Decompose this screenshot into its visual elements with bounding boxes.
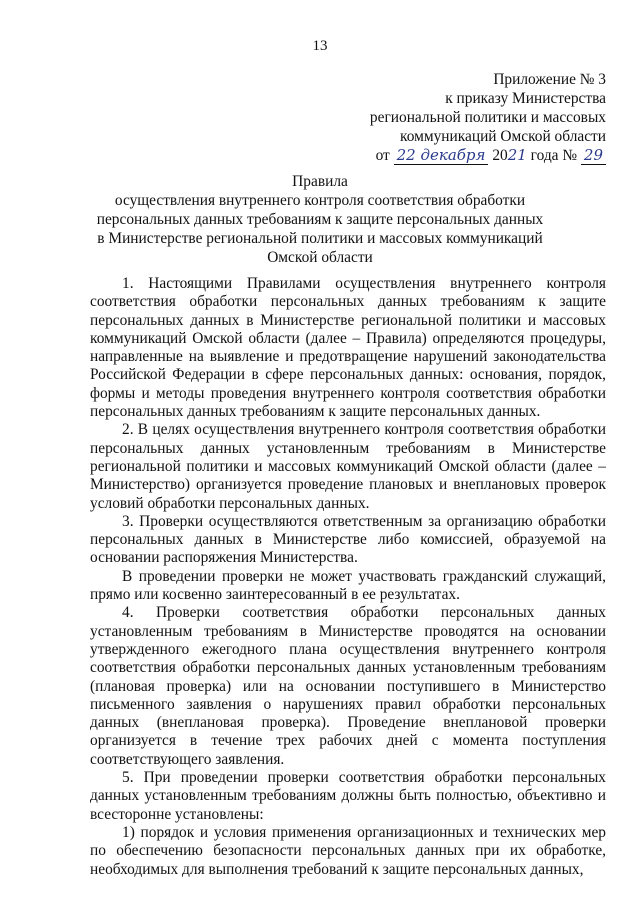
title-line-1: Правила <box>292 173 348 190</box>
paragraph-5: 5. При проведении проверки соответствия обработки персональных данных установленным требованиям должны быть полностью, объективно и всесторонне установлены: <box>90 769 606 823</box>
document-title <box>60 172 580 267</box>
paragraph-4: 4. Проверки соответствия обработки персональных данных установленным требованиям в Министерстве проводятся на основании утвержденного ежегодного плана осуществления внутреннего контроля соответствия обработки персональных данных установленным требованиям (плановая проверка) или на основании поступившего в Министерство письменного заявления о нарушениях правил обработки персональных данных (внеплановая проверка). Проведение внеплановой проверки организуется в течение трех рабочих дней с момента поступления соответствующего заявления. <box>90 604 606 768</box>
title-line-3: персональных данных требованиям к защите персональных данных <box>96 211 544 228</box>
appendix-header <box>370 70 606 165</box>
title-line-5: Омской области <box>267 249 373 266</box>
handwritten-order-number: 29 <box>581 146 606 165</box>
paragraph-3-note: В проведении проверки не может участвовать гражданский служащий, прямо или косвенно заинтересованный в ее результатах. <box>90 567 606 604</box>
handwritten-date: 22 декабря <box>394 146 489 165</box>
appendix-line-4: коммуникаций Омской области <box>400 128 606 145</box>
paragraph-1: 1. Настоящими Правилами осуществления внутреннего контроля соответствия обработки персональных данных требованиям к защите персональных данных в Министерстве региональной политики и массовых коммуникаций Омской области (далее – Правила) определяются процедуры, направленные на выявление и предотвращение нарушений законодательства Российской Федерации в сфере персональных данных: основания, порядок, формы и методы проведения внутреннего контроля соответствия обработки персональных данных требованиям к защите персональных данных. <box>90 275 606 421</box>
page-number: 13 <box>312 38 328 54</box>
paragraph-3: 3. Проверки осуществляются ответственным за организацию обработки персональных данных в Министерстве либо комиссией, образуемой на основании распоряжения Министерства. <box>90 512 606 567</box>
appendix-line-1: Приложение № 3 <box>493 71 606 88</box>
year-prefix: 20 <box>492 147 508 164</box>
paragraph-5-item-1: 1) порядок и условия применения организационных и технических мер по обеспечению безопасности персональных данных при их обработке, необходимых для выполнения требований к защите персональных данных, <box>90 823 606 878</box>
appendix-date-line <box>370 146 606 165</box>
title-line-2: осуществления внутреннего контроля соответствия обработки <box>114 192 526 209</box>
date-prefix: от <box>375 147 390 164</box>
document-body <box>90 275 606 879</box>
title-line-4: в Министерстве региональной политики и массовых коммуникаций <box>97 230 543 247</box>
handwritten-year: 21 <box>507 146 527 164</box>
date-suffix: года № <box>530 147 578 164</box>
appendix-line-2: к приказу Министерства <box>445 90 606 107</box>
appendix-line-3: региональной политики и массовых <box>369 109 606 126</box>
paragraph-2: 2. В целях осуществления внутреннего контроля соответствия обработки персональных данных установленным требованиям в Министерстве региональной политики и массовых коммуникаций Омской области (далее – Министерство) организуется проведение плановых и внеплановых проверок условий обработки персональных данных. <box>90 421 606 512</box>
